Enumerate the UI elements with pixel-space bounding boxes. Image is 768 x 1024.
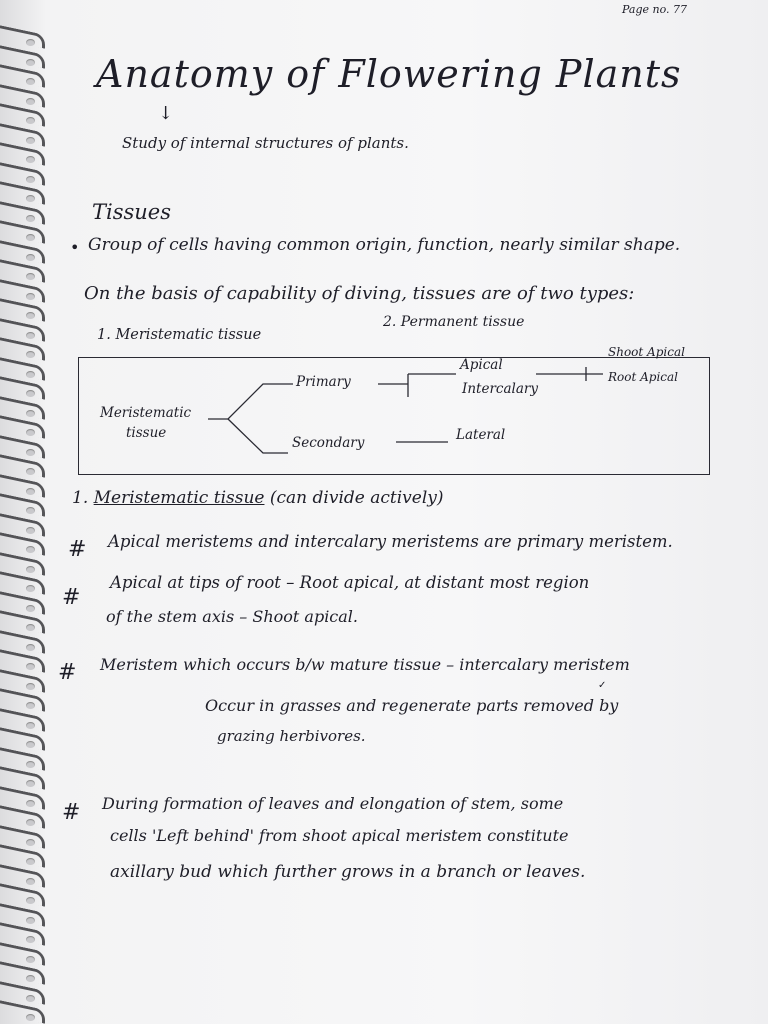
note-axillary-line-2: cells 'Left behind' from shoot apical meristem constitute xyxy=(110,826,569,845)
binding-hole xyxy=(26,137,35,144)
binding-hole xyxy=(26,546,35,553)
binding-hole xyxy=(26,468,35,475)
hash-bullet-icon: # xyxy=(62,800,81,825)
binding-hole xyxy=(26,410,35,417)
binding-hole xyxy=(26,449,35,456)
tissue-definition: Group of cells having common origin, function, nearly similar shape. xyxy=(88,235,681,255)
bullet-dot-icon: • xyxy=(70,238,80,257)
binding-hole xyxy=(26,644,35,651)
binding-hole xyxy=(26,488,35,495)
binding-hole xyxy=(26,273,35,280)
binding-hole xyxy=(26,663,35,670)
spiral-coil xyxy=(0,1000,45,1024)
binding-hole xyxy=(26,312,35,319)
spiral-coil xyxy=(0,454,45,478)
spiral-coil xyxy=(0,610,45,634)
diagram-root-apical-label: Root Apical xyxy=(608,370,679,384)
binding-hole xyxy=(26,585,35,592)
page-number: Page no. 77 xyxy=(622,3,688,16)
binding-hole xyxy=(26,78,35,85)
spiral-coil xyxy=(0,532,45,556)
binding-hole xyxy=(26,858,35,865)
spiral-coil xyxy=(0,259,45,283)
binding-hole xyxy=(26,722,35,729)
diagram-primary-label: Primary xyxy=(296,374,351,390)
spiral-coil xyxy=(0,337,45,361)
binding-hole xyxy=(26,624,35,631)
note-intercalary-line-2: Occur in grasses and regenerate parts removed by xyxy=(205,696,619,715)
binding-hole xyxy=(26,917,35,924)
binding-hole xyxy=(26,98,35,105)
spiral-coil xyxy=(0,883,45,907)
binding-hole xyxy=(26,254,35,261)
binding-hole xyxy=(26,195,35,202)
note-intercalary-line-1: Meristem which occurs b/w mature tissue – intercalary meristem xyxy=(100,655,630,674)
binding-hole xyxy=(26,936,35,943)
diagram-root-label-2: tissue xyxy=(126,425,167,441)
binding-hole xyxy=(26,293,35,300)
spiral-coil xyxy=(0,805,45,829)
spiral-coil xyxy=(0,649,45,673)
binding-hole xyxy=(26,995,35,1002)
binding-hole xyxy=(26,605,35,612)
note-axillary-line-3: axillary bud which further grows in a branch or leaves. xyxy=(110,862,586,882)
binding-hole xyxy=(26,507,35,514)
binding-hole xyxy=(26,117,35,124)
binding-hole xyxy=(26,819,35,826)
classification-intro: On the basis of capability of diving, tissues are of two types: xyxy=(84,283,635,304)
binding-hole xyxy=(26,59,35,66)
diagram-intercalary-label: Intercalary xyxy=(462,381,538,397)
spiral-coil xyxy=(0,922,45,946)
line-primary-to-split xyxy=(378,374,408,397)
title-definition: Study of internal structures of plants. xyxy=(122,134,409,152)
meristem-classification-diagram xyxy=(78,345,710,475)
binding-hole xyxy=(26,800,35,807)
line-apical-to-subtypes xyxy=(536,367,603,381)
note-apical-line-1: Apical at tips of root – Root apical, at distant most region xyxy=(110,573,590,592)
spiral-coil xyxy=(0,727,45,751)
hash-bullet-icon: # xyxy=(58,660,77,685)
binding-hole xyxy=(26,332,35,339)
binding-hole xyxy=(26,839,35,846)
binding-hole xyxy=(26,351,35,358)
binding-hole xyxy=(26,956,35,963)
diagram-root-label: Meristematic xyxy=(100,405,192,421)
binding-hole xyxy=(26,780,35,787)
spiral-coil xyxy=(0,571,45,595)
binding-hole xyxy=(26,156,35,163)
tissue-type-permanent: 2. Permanent tissue xyxy=(383,314,525,330)
binding-hole xyxy=(26,429,35,436)
note-apical-line-2: of the stem axis – Shoot apical. xyxy=(106,607,359,626)
binding-hole xyxy=(26,371,35,378)
spiral-coil xyxy=(0,181,45,205)
hash-bullet-icon: # xyxy=(62,585,81,610)
binding-hole xyxy=(26,1014,35,1021)
spiral-coil xyxy=(0,844,45,868)
spiral-coil xyxy=(0,25,45,49)
down-arrow-icon: ↓ xyxy=(158,103,174,124)
binding-hole xyxy=(26,566,35,573)
binding-hole xyxy=(26,761,35,768)
meristematic-heading-text: Meristematic tissue xyxy=(93,488,265,508)
binding-hole xyxy=(26,975,35,982)
section-heading-tissues: Tissues xyxy=(92,200,172,224)
spiral-coil xyxy=(0,64,45,88)
diagram-apical-label: Apical xyxy=(460,357,503,373)
spiral-coil xyxy=(0,961,45,985)
binding-hole xyxy=(26,215,35,222)
note-intercalary-line-3: grazing herbivores. xyxy=(217,727,366,745)
diagram-lateral-label: Lateral xyxy=(456,427,506,443)
check-mark-icon: ✓ xyxy=(598,680,607,691)
binding-hole xyxy=(26,39,35,46)
binding-hole xyxy=(26,878,35,885)
diagram-secondary-label: Secondary xyxy=(292,435,365,451)
binding-hole xyxy=(26,683,35,690)
binding-hole xyxy=(26,702,35,709)
hash-bullet-icon: # xyxy=(68,537,87,562)
page-title: Anatomy of Flowering Plants xyxy=(96,52,682,96)
binding-hole xyxy=(26,897,35,904)
spiral-coil xyxy=(0,415,45,439)
binding-hole xyxy=(26,176,35,183)
spiral-coil xyxy=(0,298,45,322)
binding-hole xyxy=(26,390,35,397)
diagram-shoot-apical-label: Shoot Apical xyxy=(608,345,685,359)
binding-hole xyxy=(26,234,35,241)
spiral-coil xyxy=(0,766,45,790)
meristematic-heading xyxy=(72,488,444,508)
binding-hole xyxy=(26,527,35,534)
note-axillary-line-1: During formation of leaves and elongation of stem, some xyxy=(102,794,564,813)
spiral-coil xyxy=(0,220,45,244)
spiral-coil xyxy=(0,688,45,712)
spiral-coil xyxy=(0,493,45,517)
branch-line-secondary xyxy=(228,419,288,453)
note-primary-meristems: Apical meristems and intercalary meristems are primary meristem. xyxy=(108,532,673,551)
tissue-type-meristematic: 1. Meristematic tissue xyxy=(97,327,262,343)
spiral-coil xyxy=(0,376,45,400)
branch-line-primary xyxy=(208,384,293,419)
meristematic-heading-number: 1. xyxy=(72,488,89,508)
spiral-coil xyxy=(0,142,45,166)
meristematic-heading-note: (can divide actively) xyxy=(269,488,444,508)
spiral-coil xyxy=(0,103,45,127)
binding-hole xyxy=(26,741,35,748)
